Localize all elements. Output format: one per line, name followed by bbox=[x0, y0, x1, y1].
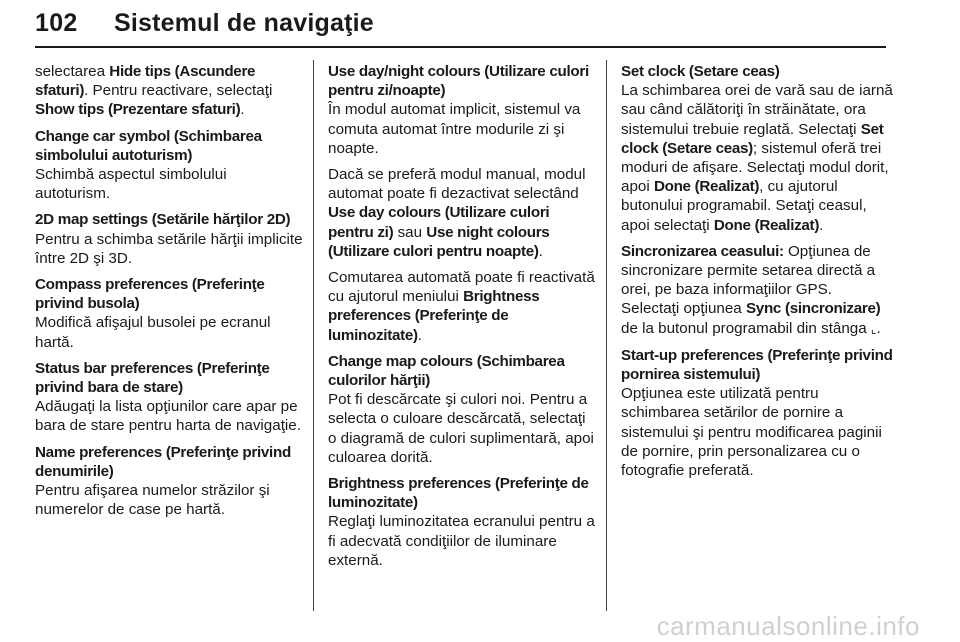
option-label: Done (Realizat) bbox=[653, 178, 760, 196]
text-run: . bbox=[240, 101, 245, 119]
option-label: Sync (sincronizare) bbox=[745, 300, 881, 318]
option-label: Brightness preferences (Preferinţe de luminozitate) bbox=[328, 288, 540, 344]
text-run: , cu ajutorul butonului programabil. Setaţi ceasul, apoi selectaţi bbox=[621, 178, 867, 234]
left-softkey-icon: ⌞ bbox=[870, 321, 877, 336]
column-1 bbox=[35, 62, 305, 526]
intro-paragraph bbox=[35, 62, 305, 120]
section-body: Reglaţi luminozitatea ecranului pentru a fi adecvată condiţiilor de iluminare externă. bbox=[328, 513, 595, 569]
watermark: carmanualsonline.info bbox=[656, 611, 920, 641]
text-run: de la butonul programabil din stânga bbox=[621, 319, 871, 337]
option-label: Use day colours (Utilizare culori pentru zi) bbox=[328, 204, 550, 241]
section-body: Modifică afişajul busolei pe ecranul hartă. bbox=[35, 314, 271, 351]
column-divider-2 bbox=[606, 60, 607, 611]
section-body: Pentru a schimba setările hărţii implicite între 2D şi 3D. bbox=[35, 230, 303, 267]
option-label: Done (Realizat) bbox=[713, 216, 820, 234]
column-divider-1 bbox=[313, 60, 314, 611]
section-heading-change-car-symbol: Change car symbol (Schimbarea simbolului autoturism) bbox=[35, 127, 262, 164]
section-heading-brightness-preferences: Brightness preferences (Preferinţe de luminozitate) bbox=[328, 475, 589, 512]
text-run: . bbox=[876, 319, 881, 337]
text-run: Dacă se preferă modul manual, modul automat poate fi dezactivat selectând bbox=[328, 166, 586, 203]
section-body: Opţiunea este utilizată pentru schimbarea setărilor de pornire a sistemului şi pentru modificarea paginii de pornire, prin personalizarea cu o fotografie preferată. bbox=[621, 385, 882, 480]
column-3 bbox=[621, 62, 893, 487]
section-body: Schimbă aspectul simbolului autoturism. bbox=[35, 166, 227, 203]
manual-mode-paragraph bbox=[328, 165, 596, 261]
section-heading-day-night-colours: Use day/night colours (Utilizare culori pentru zi/noapte) bbox=[328, 63, 589, 100]
section-body: Adăugaţi la lista opţiunilor care apar pe bara de stare pentru harta de navigaţie. bbox=[35, 398, 301, 435]
text-run: . bbox=[819, 216, 824, 234]
section-heading-2d-map-settings: 2D map settings (Setările hărţilor 2D) bbox=[35, 211, 291, 229]
text-run: Opţiunea de sincronizare permite setarea directă a orei, pe baza informaţiilor GPS. Selectaţi opţiunea bbox=[621, 242, 876, 318]
section-body bbox=[621, 81, 893, 235]
section-heading-name-preferences: Name preferences (Preferinţe privind denumirile) bbox=[35, 443, 291, 480]
section-body: Pentru afişarea numelor străzilor şi numerelor de case pe hartă. bbox=[35, 482, 270, 519]
option-label: Use night colours (Utilizare culori pentru noapte) bbox=[328, 223, 550, 260]
auto-switch-paragraph bbox=[328, 268, 596, 345]
text-run: selectarea bbox=[35, 63, 110, 80]
text-run: sau bbox=[393, 223, 427, 241]
text-run: . bbox=[417, 326, 422, 344]
option-label: Sincronizarea ceasului: bbox=[621, 242, 784, 260]
column-2 bbox=[328, 62, 596, 577]
text-run: . bbox=[538, 242, 543, 260]
text-run: La schimbarea orei de vară sau de iarnă sau când călătoriţi în străinătate, ora sistemului trebuie reglată. Selectaţi bbox=[621, 82, 893, 138]
section-heading-compass-preferences: Compass preferences (Preferinţe privind busola) bbox=[35, 276, 265, 313]
section-heading-start-up-preferences: Start-up preferences (Preferinţe privind pornirea sistemului) bbox=[621, 346, 893, 384]
text-run: . Pentru reactivare, selectaţi bbox=[84, 82, 273, 100]
section-heading-status-bar-preferences: Status bar preferences (Preferinţe privind bara de stare) bbox=[35, 359, 270, 397]
section-body: În modul automat implicit, sistemul va comuta automat între modurile zi şi noapte. bbox=[328, 101, 581, 157]
text-run: ; sistemul oferă trei moduri de afişare. Selectaţi modul dorit, apoi bbox=[621, 139, 889, 196]
header-rule bbox=[35, 46, 886, 48]
option-label: Hide tips (Ascundere sfaturi) bbox=[35, 63, 256, 100]
section-heading-change-map-colours: Change map colours (Schimbarea culorilor hărţii) bbox=[328, 352, 565, 390]
text-run: Comutarea automată poate fi reactivată cu ajutorul meniului bbox=[328, 269, 595, 306]
page-title: Sistemul de navigaţie bbox=[114, 9, 374, 37]
section-body: Pot fi descărcate şi culori noi. Pentru a selecta o culoare descărcată, selectaţi o diagramă de culori suplimentară, apoi culoarea dorită. bbox=[328, 391, 594, 466]
option-label: Show tips (Prezentare sfaturi) bbox=[35, 101, 241, 119]
section-heading-set-clock: Set clock (Setare ceas) bbox=[621, 63, 780, 80]
page-number: 102 bbox=[35, 9, 78, 37]
option-label: Set clock (Setare ceas) bbox=[621, 120, 884, 157]
clock-sync-paragraph bbox=[621, 242, 893, 339]
